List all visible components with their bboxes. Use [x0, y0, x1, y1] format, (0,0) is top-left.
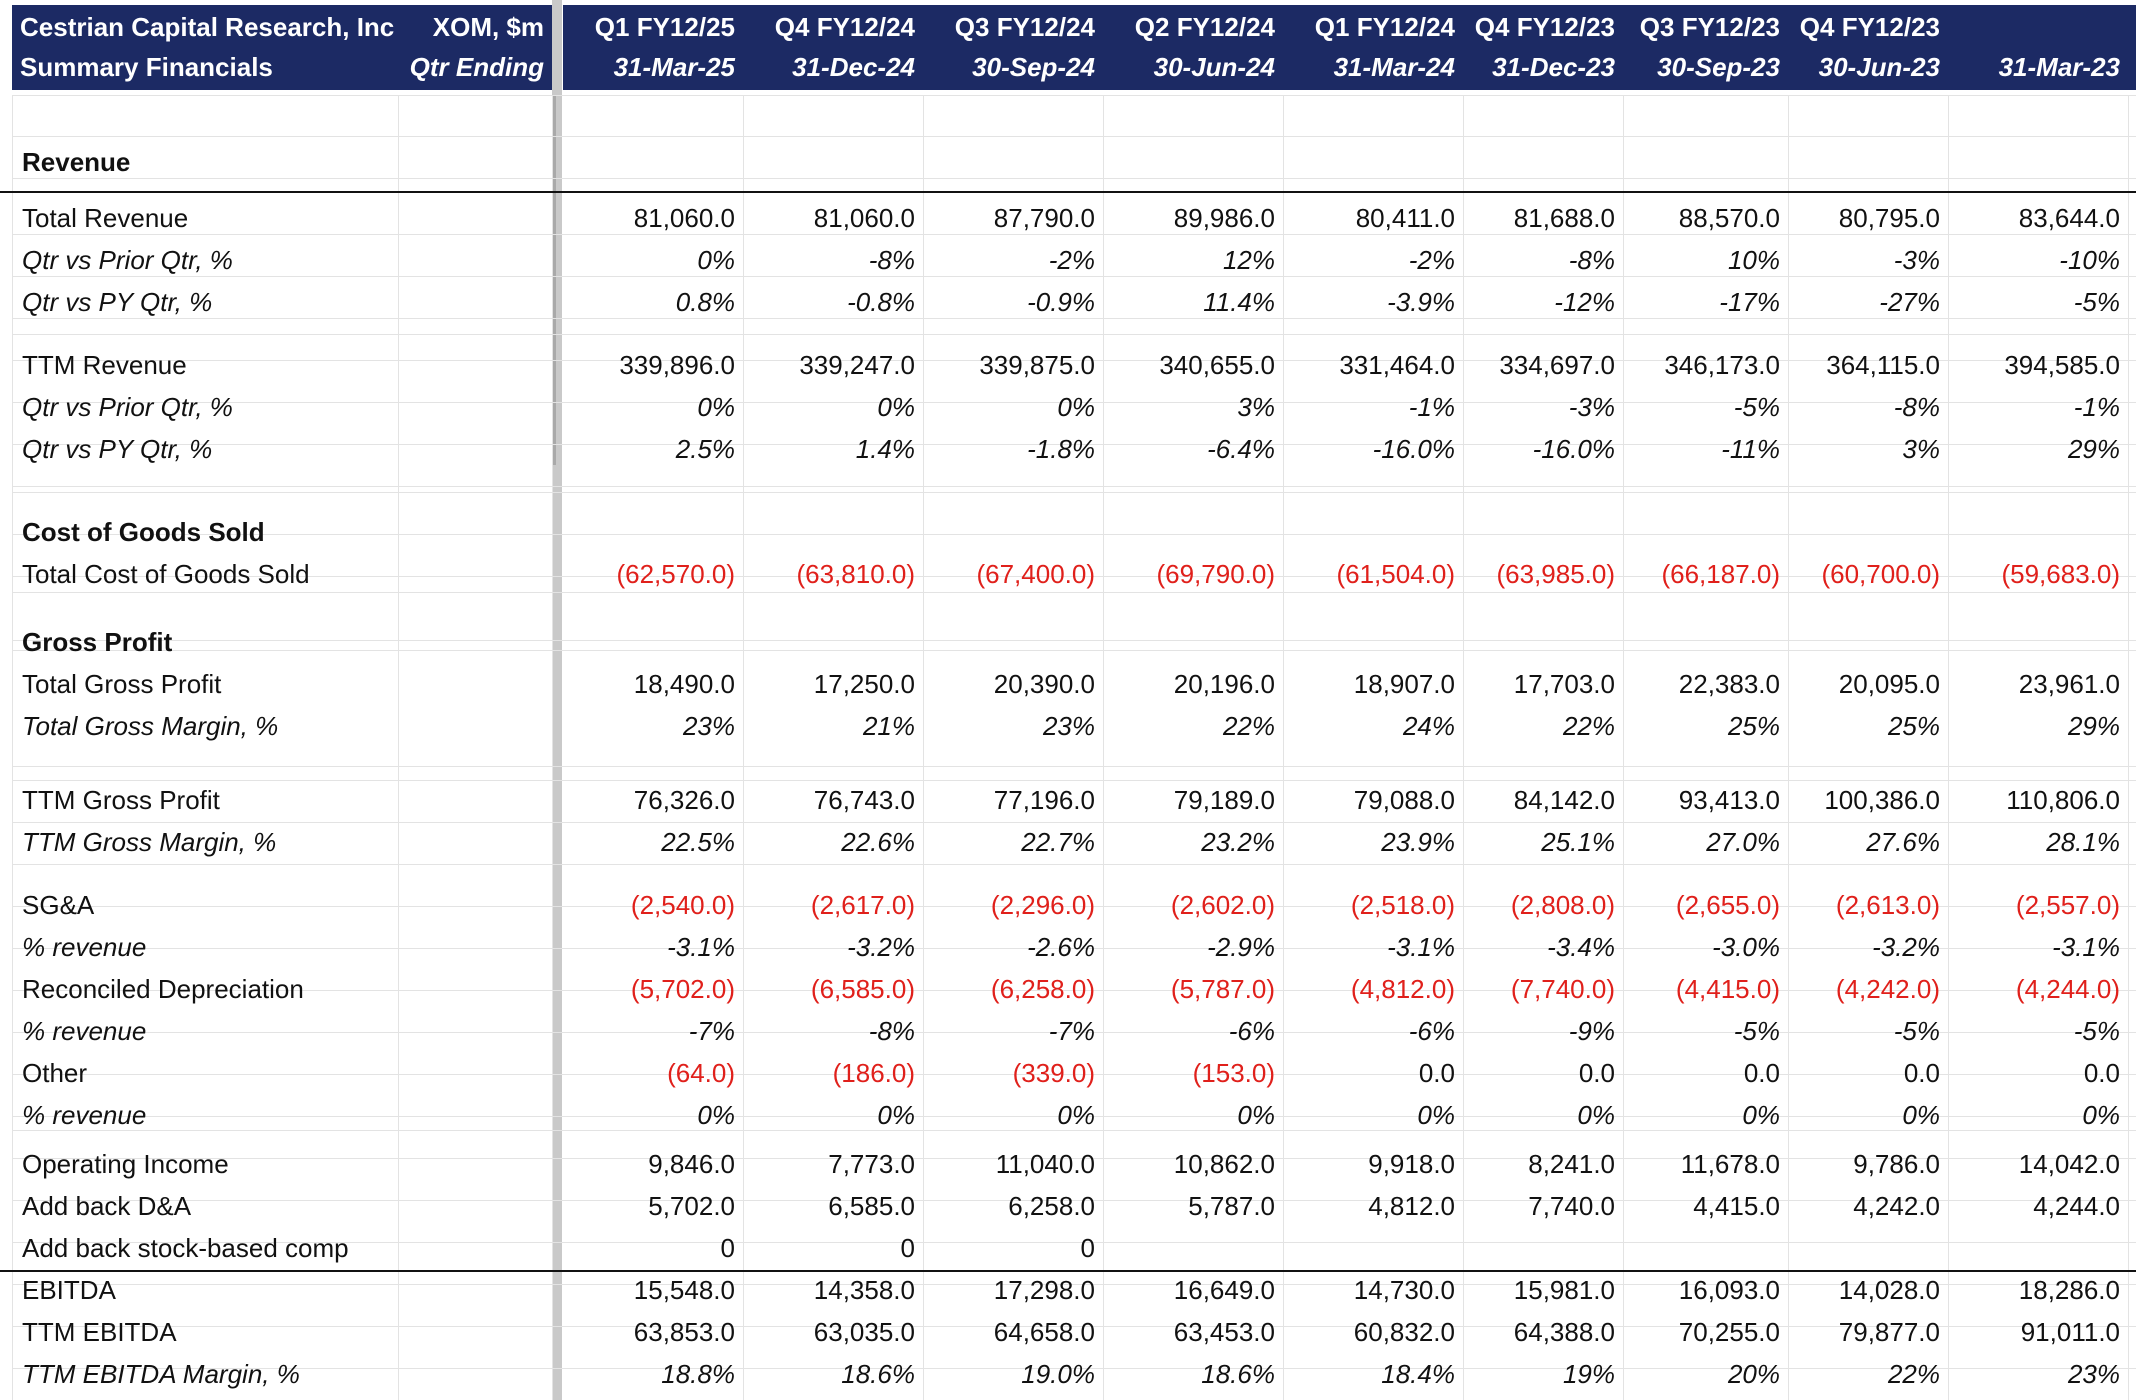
summary-title: Summary Financials — [20, 52, 273, 82]
table-row — [0, 885, 2136, 925]
table-cell[interactable]: 0.0 — [1578, 1058, 1615, 1088]
table-cell[interactable]: -16.0% — [1372, 434, 1455, 464]
table-cell[interactable]: 15,981.0 — [1513, 1275, 1615, 1305]
row-label[interactable]: Total Gross Margin, % — [22, 711, 279, 741]
table-row — [0, 1186, 2136, 1226]
table-cell[interactable]: (2,617.0) — [810, 890, 915, 920]
header-period-3[interactable] — [923, 5, 1103, 90]
table-cell[interactable]: 4,812.0 — [1368, 1191, 1455, 1221]
table-cell[interactable]: 84,142.0 — [1513, 785, 1615, 815]
table-cell[interactable]: 0.0 — [2083, 1058, 2120, 1088]
table-cell[interactable]: (60,700.0) — [1821, 559, 1940, 589]
table-cell[interactable]: 364,115.0 — [1826, 350, 1940, 380]
table-row — [0, 1312, 2136, 1352]
table-cell[interactable]: (2,613.0) — [1835, 890, 1940, 920]
table-cell[interactable]: 15,548.0 — [633, 1275, 735, 1305]
row-label[interactable]: Operating Income — [22, 1149, 229, 1179]
period-date: 30-Jun-23 — [1818, 52, 1940, 82]
table-cell[interactable]: 23% — [2067, 1359, 2120, 1389]
row-label[interactable]: % revenue — [22, 932, 147, 962]
table-cell[interactable]: -5% — [1733, 1016, 1780, 1046]
table-cell[interactable]: 80,795.0 — [1838, 203, 1940, 233]
row-label[interactable]: Reconciled Depreciation — [22, 974, 304, 1004]
table-cell[interactable]: 63,453.0 — [1173, 1317, 1275, 1347]
row-label[interactable]: Qtr vs PY Qtr, % — [22, 434, 213, 464]
header-period-8[interactable] — [1788, 5, 1948, 90]
table-cell[interactable]: 6,258.0 — [1008, 1191, 1095, 1221]
table-cell[interactable]: 22.7% — [1021, 827, 1095, 857]
row-label[interactable]: % revenue — [22, 1100, 147, 1130]
table-cell[interactable]: -6.4% — [1207, 434, 1275, 464]
table-row — [0, 554, 2136, 594]
period-quarter: Q4 FY12/23 — [1799, 12, 1940, 42]
table-cell[interactable]: (69,790.0) — [1156, 559, 1275, 589]
table-cell[interactable]: (339.0) — [1012, 1058, 1095, 1088]
table-cell[interactable]: (67,400.0) — [976, 559, 1095, 589]
table-cell[interactable]: 64,658.0 — [993, 1317, 1095, 1347]
table-cell[interactable]: 6,585.0 — [828, 1191, 915, 1221]
table-cell[interactable]: -9% — [1568, 1016, 1615, 1046]
table-cell[interactable]: 24% — [1402, 711, 1455, 741]
table-cell[interactable]: 18.4% — [1381, 1359, 1455, 1389]
table-cell[interactable]: -8% — [868, 1016, 915, 1046]
table-cell[interactable]: (2,518.0) — [1350, 890, 1455, 920]
table-cell[interactable]: 16,093.0 — [1678, 1275, 1780, 1305]
period-quarter: Q4 FY12/23 — [1474, 12, 1615, 42]
row-label[interactable]: EBITDA — [22, 1275, 116, 1305]
table-cell[interactable]: 9,918.0 — [1368, 1149, 1455, 1179]
table-cell[interactable]: 5,702.0 — [648, 1191, 735, 1221]
table-cell[interactable]: 0% — [1237, 1100, 1275, 1130]
header-period-9[interactable] — [1948, 5, 2128, 90]
table-cell[interactable]: 18,907.0 — [1353, 669, 1455, 699]
table-cell[interactable]: -5% — [2073, 287, 2120, 317]
table-row — [0, 1228, 2136, 1268]
row-label[interactable]: TTM Gross Profit — [22, 785, 220, 815]
table-cell[interactable]: 93,413.0 — [1678, 785, 1780, 815]
table-cell[interactable]: -7% — [1048, 1016, 1095, 1046]
table-cell[interactable]: 22.6% — [841, 827, 915, 857]
grid-hline — [12, 492, 2136, 493]
table-cell[interactable]: (61,504.0) — [1336, 559, 1455, 589]
period-date: 31-Dec-23 — [1492, 52, 1615, 82]
table-row — [0, 622, 2136, 662]
table-row — [0, 664, 2136, 704]
table-cell[interactable]: 3% — [1237, 392, 1275, 422]
table-cell[interactable]: 14,042.0 — [2018, 1149, 2120, 1179]
row-label[interactable]: Add back stock-based comp — [22, 1233, 349, 1263]
table-cell[interactable]: 0.0 — [1903, 1058, 1940, 1088]
table-cell[interactable]: -2.9% — [1207, 932, 1275, 962]
table-cell[interactable]: 81,688.0 — [1513, 203, 1615, 233]
table-cell[interactable]: 12% — [1222, 245, 1275, 275]
header-period-5[interactable] — [1283, 5, 1463, 90]
table-cell[interactable]: (63,985.0) — [1496, 559, 1615, 589]
period-quarter: Q2 FY12/24 — [1134, 12, 1275, 42]
table-row — [0, 969, 2136, 1009]
table-cell[interactable]: -3.0% — [1712, 932, 1780, 962]
table-cell[interactable]: 0% — [877, 392, 915, 422]
table-cell[interactable]: 0% — [1417, 1100, 1455, 1130]
table-cell[interactable]: (62,570.0) — [616, 559, 735, 589]
table-row — [0, 1270, 2136, 1310]
period-quarter: Q4 FY12/24 — [774, 12, 915, 42]
table-row — [0, 429, 2136, 469]
table-cell[interactable]: 100,386.0 — [1824, 785, 1940, 815]
table-cell[interactable]: 9,786.0 — [1853, 1149, 1940, 1179]
period-quarter: Q1 FY12/24 — [1314, 12, 1455, 42]
table-row — [0, 198, 2136, 238]
table-cell[interactable]: 0.8% — [675, 287, 735, 317]
table-cell[interactable]: 10,862.0 — [1173, 1149, 1275, 1179]
row-label[interactable]: Revenue — [22, 147, 131, 177]
table-cell[interactable]: 334,697.0 — [1499, 350, 1615, 380]
table-cell[interactable]: 22% — [1887, 1359, 1940, 1389]
row-label[interactable]: % revenue — [22, 1016, 147, 1046]
table-cell[interactable]: 19% — [1562, 1359, 1615, 1389]
table-cell[interactable]: (2,557.0) — [2015, 890, 2120, 920]
table-cell[interactable]: 76,326.0 — [633, 785, 735, 815]
table-cell[interactable]: 23.2% — [1201, 827, 1275, 857]
table-cell[interactable]: 0 — [1080, 1233, 1095, 1263]
table-cell[interactable]: 88,570.0 — [1678, 203, 1780, 233]
table-cell[interactable]: 23% — [1042, 711, 1095, 741]
period-quarter: Q1 FY12/25 — [594, 12, 735, 42]
table-cell[interactable]: (153.0) — [1192, 1058, 1275, 1088]
grid-hline — [12, 766, 2136, 767]
table-cell[interactable]: 22% — [1222, 711, 1275, 741]
table-cell[interactable]: 18.8% — [661, 1359, 735, 1389]
period-quarter: Q3 FY12/24 — [954, 12, 1095, 42]
table-row — [0, 1144, 2136, 1184]
header-period-4[interactable] — [1103, 5, 1283, 90]
table-cell[interactable]: 0 — [720, 1233, 735, 1263]
grid-hline — [12, 864, 2136, 865]
table-cell[interactable]: 0% — [1742, 1100, 1780, 1130]
table-cell[interactable]: 0.0 — [1418, 1058, 1455, 1088]
table-cell[interactable]: -11% — [1721, 434, 1780, 464]
table-cell[interactable]: (4,812.0) — [1350, 974, 1455, 1004]
period-date: 31-Mar-25 — [613, 52, 735, 82]
table-cell[interactable]: -8% — [1568, 245, 1615, 275]
row-label[interactable]: Total Revenue — [22, 203, 189, 233]
grid-hline — [12, 334, 2136, 335]
row-label[interactable]: TTM EBITDA Margin, % — [22, 1359, 300, 1389]
table-cell[interactable]: 20,196.0 — [1173, 669, 1275, 699]
table-cell[interactable]: (7,740.0) — [1510, 974, 1615, 1004]
table-cell[interactable]: 80,411.0 — [1355, 203, 1455, 233]
table-cell[interactable]: 22.5% — [661, 827, 735, 857]
table-cell[interactable]: 339,247.0 — [799, 350, 915, 380]
table-cell[interactable]: 16,649.0 — [1173, 1275, 1275, 1305]
table-row — [0, 387, 2136, 427]
table-cell[interactable]: -8% — [1893, 392, 1940, 422]
table-cell[interactable]: 81,060.0 — [813, 203, 915, 233]
table-row — [0, 1095, 2136, 1135]
table-cell[interactable]: -10% — [2059, 245, 2120, 275]
table-cell[interactable]: (186.0) — [832, 1058, 915, 1088]
table-cell[interactable]: 25.1% — [1541, 827, 1615, 857]
table-cell[interactable]: 0% — [697, 245, 735, 275]
table-row — [0, 1354, 2136, 1394]
table-cell[interactable]: 11,678.0 — [1680, 1149, 1780, 1179]
table-cell[interactable]: 0% — [2082, 1100, 2120, 1130]
table-row — [0, 512, 2136, 552]
table-cell[interactable]: 394,585.0 — [2004, 350, 2120, 380]
table-cell[interactable]: 3% — [1902, 434, 1940, 464]
table-cell[interactable]: 25% — [1727, 711, 1780, 741]
table-cell[interactable]: 20,095.0 — [1838, 669, 1940, 699]
table-cell[interactable]: 4,415.0 — [1693, 1191, 1780, 1221]
table-row — [0, 822, 2136, 862]
table-cell[interactable]: (6,585.0) — [810, 974, 915, 1004]
header-period-7[interactable] — [1623, 5, 1788, 90]
qtr-ending-label: Qtr Ending — [409, 52, 544, 82]
table-row — [0, 1011, 2136, 1051]
table-cell[interactable]: 23% — [682, 711, 735, 741]
table-row — [0, 780, 2136, 820]
table-cell[interactable]: 0.0 — [1743, 1058, 1780, 1088]
table-cell[interactable]: 18,490.0 — [633, 669, 735, 699]
table-cell[interactable]: (2,602.0) — [1170, 890, 1275, 920]
table-cell[interactable]: (59,683.0) — [2001, 559, 2120, 589]
period-quarter: Q3 FY12/23 — [1639, 12, 1780, 42]
table-cell[interactable]: 17,250.0 — [813, 669, 915, 699]
table-cell[interactable]: (2,296.0) — [990, 890, 1095, 920]
table-cell[interactable]: 5,787.0 — [1188, 1191, 1275, 1221]
table-cell[interactable]: 27.0% — [1706, 827, 1780, 857]
table-cell[interactable]: 2.5% — [675, 434, 735, 464]
row-label[interactable]: TTM Gross Margin, % — [22, 827, 277, 857]
row-label[interactable]: Qtr vs Prior Qtr, % — [22, 392, 233, 422]
table-cell[interactable]: 110,806.0 — [2006, 785, 2120, 815]
table-cell[interactable]: -27% — [1879, 287, 1940, 317]
table-cell[interactable]: 20% — [1727, 1359, 1780, 1389]
table-cell[interactable]: 18.6% — [1201, 1359, 1275, 1389]
table-cell[interactable]: -8% — [868, 245, 915, 275]
row-label[interactable]: Gross Profit — [22, 627, 173, 657]
table-cell[interactable]: 14,358.0 — [813, 1275, 915, 1305]
table-cell[interactable]: 91,011.0 — [2020, 1317, 2120, 1347]
table-row — [0, 282, 2136, 322]
table-cell[interactable]: -5% — [1733, 392, 1780, 422]
table-cell[interactable]: 22,383.0 — [1678, 669, 1780, 699]
table-cell[interactable]: 23,961.0 — [2018, 669, 2120, 699]
table-cell[interactable]: -1.8% — [1027, 434, 1095, 464]
grid-hline — [12, 95, 2136, 96]
table-cell[interactable]: 28.1% — [2046, 827, 2120, 857]
table-cell[interactable]: 25% — [1887, 711, 1940, 741]
table-cell[interactable]: 331,464.0 — [1339, 350, 1455, 380]
table-cell[interactable]: 346,173.0 — [1664, 350, 1780, 380]
table-cell[interactable]: -2% — [1408, 245, 1455, 275]
row-label[interactable]: Total Gross Profit — [22, 669, 222, 699]
table-cell[interactable]: 29% — [2067, 434, 2120, 464]
row-label[interactable]: Qtr vs Prior Qtr, % — [22, 245, 233, 275]
table-cell[interactable]: 14,028.0 — [1838, 1275, 1940, 1305]
table-cell[interactable]: -3.9% — [1387, 287, 1455, 317]
row-label[interactable]: Total Cost of Goods Sold — [22, 559, 310, 589]
table-cell[interactable]: 0% — [1902, 1100, 1940, 1130]
header-period-2[interactable] — [743, 5, 923, 90]
table-cell[interactable]: -3% — [1568, 392, 1615, 422]
table-cell[interactable]: 14,730.0 — [1353, 1275, 1455, 1305]
header-period-6[interactable] — [1463, 5, 1623, 90]
table-cell[interactable]: 79,088.0 — [1353, 785, 1455, 815]
table-cell[interactable]: -5% — [1893, 1016, 1940, 1046]
grid-hline — [12, 136, 2136, 137]
table-cell[interactable]: 83,644.0 — [2018, 203, 2120, 233]
row-label[interactable]: Qtr vs PY Qtr, % — [22, 287, 213, 317]
table-cell[interactable]: -0.8% — [847, 287, 915, 317]
table-cell[interactable]: (2,655.0) — [1675, 890, 1780, 920]
table-cell[interactable]: 0 — [900, 1233, 915, 1263]
table-cell[interactable]: 76,743.0 — [813, 785, 915, 815]
table-cell[interactable]: 18.6% — [841, 1359, 915, 1389]
table-cell[interactable]: -2% — [1048, 245, 1095, 275]
table-cell[interactable]: -0.9% — [1027, 287, 1095, 317]
table-cell[interactable]: (66,187.0) — [1661, 559, 1780, 589]
table-cell[interactable]: 340,655.0 — [1159, 350, 1275, 380]
table-cell[interactable]: 20,390.0 — [993, 669, 1095, 699]
table-cell[interactable]: -3.1% — [667, 932, 735, 962]
table-cell[interactable]: -3.1% — [2052, 932, 2120, 962]
table-cell[interactable]: 17,298.0 — [993, 1275, 1095, 1305]
table-row — [0, 240, 2136, 280]
table-cell[interactable]: 7,773.0 — [828, 1149, 915, 1179]
table-cell[interactable]: -3.1% — [1387, 932, 1455, 962]
ticker-units: XOM, $m — [432, 12, 544, 42]
table-cell[interactable]: 21% — [862, 711, 915, 741]
table-cell[interactable]: -3.2% — [1872, 932, 1940, 962]
table-cell[interactable]: (4,242.0) — [1835, 974, 1940, 1004]
table-cell[interactable]: (4,244.0) — [2015, 974, 2120, 1004]
period-date: 30-Sep-23 — [1657, 52, 1780, 82]
table-cell[interactable]: 11,040.0 — [995, 1149, 1095, 1179]
table-cell[interactable]: 0% — [877, 1100, 915, 1130]
table-cell[interactable]: 89,986.0 — [1173, 203, 1275, 233]
table-cell[interactable]: 19.0% — [1021, 1359, 1095, 1389]
table-cell[interactable]: 87,790.0 — [993, 203, 1095, 233]
period-date: 31-Mar-23 — [1998, 52, 2120, 82]
company-name: Cestrian Capital Research, Inc — [20, 12, 395, 42]
period-date: 30-Sep-24 — [972, 52, 1095, 82]
period-date: 31-Dec-24 — [792, 52, 915, 82]
table-cell[interactable]: (4,415.0) — [1675, 974, 1780, 1004]
table-cell[interactable]: 63,035.0 — [813, 1317, 915, 1347]
period-date: 30-Jun-24 — [1153, 52, 1275, 82]
table-cell[interactable]: -3.2% — [847, 932, 915, 962]
row-label[interactable]: Other — [22, 1058, 88, 1088]
table-cell[interactable]: 27.6% — [1866, 827, 1940, 857]
table-cell[interactable]: 4,244.0 — [2033, 1191, 2120, 1221]
table-cell[interactable]: 339,875.0 — [979, 350, 1095, 380]
header-company-cell[interactable] — [12, 5, 398, 90]
table-row — [0, 142, 2136, 182]
table-cell[interactable]: 9,846.0 — [648, 1149, 735, 1179]
table-cell[interactable]: 77,196.0 — [993, 785, 1095, 815]
table-cell[interactable]: 1.4% — [855, 434, 915, 464]
table-cell[interactable]: -1% — [1408, 392, 1455, 422]
table-cell[interactable]: 17,703.0 — [1513, 669, 1615, 699]
row-label[interactable]: Cost of Goods Sold — [22, 517, 265, 547]
table-cell[interactable]: (63,810.0) — [796, 559, 915, 589]
period-date: 31-Mar-24 — [1333, 52, 1455, 82]
table-cell[interactable]: 4,242.0 — [1853, 1191, 1940, 1221]
table-row — [0, 1053, 2136, 1093]
table-cell[interactable]: 10% — [1727, 245, 1780, 275]
table-cell[interactable]: -3% — [1893, 245, 1940, 275]
table-cell[interactable]: 0% — [697, 392, 735, 422]
table-cell[interactable]: -2.6% — [1027, 932, 1095, 962]
table-cell[interactable]: -17% — [1719, 287, 1780, 317]
table-row — [0, 345, 2136, 385]
table-cell[interactable]: (2,540.0) — [630, 890, 735, 920]
table-cell[interactable]: 63,853.0 — [633, 1317, 735, 1347]
table-cell[interactable]: -6% — [1228, 1016, 1275, 1046]
table-cell[interactable]: 0% — [1057, 1100, 1095, 1130]
grid-hline — [12, 486, 2136, 487]
table-cell[interactable]: 79,189.0 — [1173, 785, 1275, 815]
table-cell[interactable]: 8,241.0 — [1528, 1149, 1615, 1179]
table-cell[interactable]: 22% — [1562, 711, 1615, 741]
row-label[interactable]: Add back D&A — [22, 1191, 192, 1221]
table-cell[interactable]: 81,060.0 — [633, 203, 735, 233]
table-cell[interactable]: (5,702.0) — [630, 974, 735, 1004]
table-cell[interactable]: 79,877.0 — [1838, 1317, 1940, 1347]
table-cell[interactable]: 70,255.0 — [1678, 1317, 1780, 1347]
table-cell[interactable]: -3.4% — [1547, 932, 1615, 962]
table-cell[interactable]: (2,808.0) — [1510, 890, 1615, 920]
table-cell[interactable]: -5% — [2073, 1016, 2120, 1046]
table-cell[interactable]: 0% — [697, 1100, 735, 1130]
table-cell[interactable]: 18,286.0 — [2018, 1275, 2120, 1305]
table-cell[interactable]: 11.4% — [1203, 287, 1275, 317]
row-label[interactable]: TTM Revenue — [22, 350, 187, 380]
table-cell[interactable]: -1% — [2073, 392, 2120, 422]
section-border — [0, 191, 2136, 193]
table-cell[interactable]: 0% — [1057, 392, 1095, 422]
table-cell[interactable]: 23.9% — [1381, 827, 1455, 857]
header-period-1[interactable] — [562, 5, 743, 90]
table-cell[interactable]: (6,258.0) — [990, 974, 1095, 1004]
table-cell[interactable]: 64,388.0 — [1513, 1317, 1615, 1347]
table-row — [0, 706, 2136, 746]
period-quarter — [1948, 7, 2128, 47]
row-label[interactable]: SG&A — [22, 890, 95, 920]
table-cell[interactable]: 0% — [1577, 1100, 1615, 1130]
table-cell[interactable]: -12% — [1554, 287, 1615, 317]
header-ticker-cell[interactable] — [398, 5, 552, 90]
table-cell[interactable]: (5,787.0) — [1170, 974, 1275, 1004]
table-cell[interactable]: -6% — [1408, 1016, 1455, 1046]
row-label[interactable]: TTM EBITDA — [22, 1317, 177, 1347]
table-cell[interactable]: -16.0% — [1532, 434, 1615, 464]
table-cell[interactable]: -7% — [688, 1016, 735, 1046]
table-cell[interactable]: 7,740.0 — [1528, 1191, 1615, 1221]
table-cell[interactable]: (64.0) — [667, 1058, 735, 1088]
table-cell[interactable]: 339,896.0 — [619, 350, 735, 380]
table-cell[interactable]: 29% — [2067, 711, 2120, 741]
table-cell[interactable]: 60,832.0 — [1353, 1317, 1455, 1347]
table-row — [0, 927, 2136, 967]
